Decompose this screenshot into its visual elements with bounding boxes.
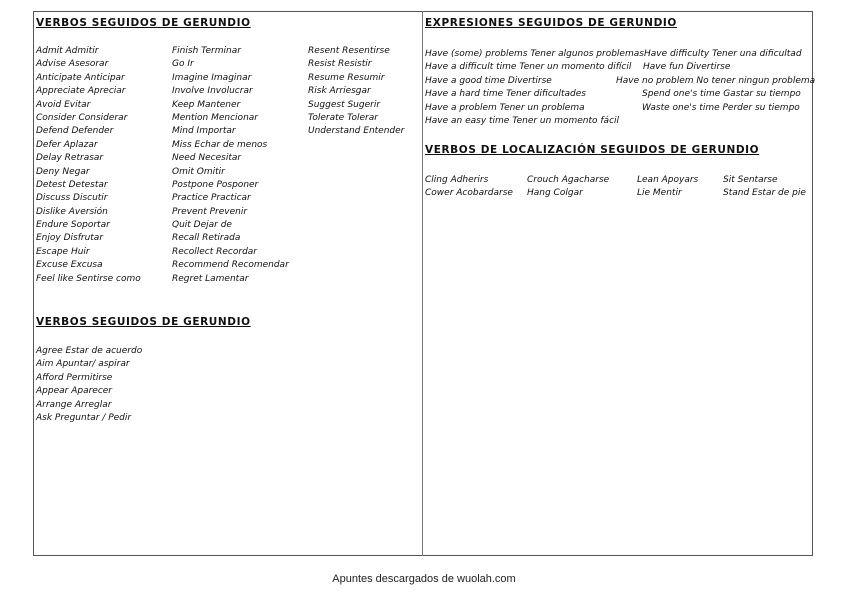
expression-entry: Have a difficult time Tener un momento difícil (425, 62, 632, 73)
location-verb-entry: Cower Acobardarse (425, 188, 513, 199)
verb-entry: Aim Apuntar/ aspirar (36, 359, 130, 370)
expression-entry: Have difficulty Tener una dificultad (644, 49, 802, 59)
verb-entry: Arrange Arreglar (36, 399, 112, 410)
verb-entry: Resist Resistir (308, 59, 372, 70)
verb-entry: Regret Lamentar (172, 273, 249, 284)
verb-entry: Appreciate Apreciar (36, 86, 126, 97)
verb-entry: Recall Retirada (172, 233, 241, 244)
verb-entry: Escape Huir (36, 246, 90, 257)
location-verb-entry: Cling Adherirs (425, 175, 489, 185)
verb-entry: Suggest Sugerir (308, 99, 381, 110)
verb-entry: Admit Admitir (36, 46, 99, 56)
verb-list-col3 (308, 45, 404, 139)
heading-expresiones: EXPRESIONES SEGUIDOS DE GERUNDIO (425, 17, 677, 29)
verb-entry: Postpone Posponer (172, 179, 259, 190)
heading-verbos-gerundio-2: VERBOS SEGUIDOS DE GERUNDIO (36, 316, 251, 328)
verb-entry: Keep Mantener (172, 99, 241, 110)
expressions-list (425, 48, 816, 128)
verb-entry: Ask Preguntar / Pedir (36, 412, 132, 423)
location-verb-entry: Sit Sentarse (723, 175, 778, 185)
location-verb-entry: Crouch Agacharse (527, 175, 610, 185)
verb-entry: Need Necesitar (172, 153, 242, 164)
expression-entry: Have a good time Divertirse (425, 75, 552, 86)
location-verb-entry: Stand Estar de pie (723, 188, 806, 199)
expression-entry: Have no problem No tener ningun problema (616, 75, 816, 86)
expression-row (425, 61, 813, 74)
verb-entry: Resume Resumir (308, 72, 385, 83)
expression-row (425, 75, 816, 88)
verb-entry: Feel like Sentirse como (36, 273, 141, 284)
expression-entry: Have fun Divertirse (643, 62, 731, 73)
verb-entry: Agree Estar de acuerdo (36, 346, 143, 356)
verb-entry: Deny Negar (36, 166, 90, 177)
verb-entry: Appear Aparecer (36, 386, 113, 397)
expression-entry: Have an easy time Tener un momento fácil (425, 115, 620, 126)
location-verb-entry: Hang Colgar (527, 188, 583, 199)
verb-entry: Mind Importar (172, 126, 236, 137)
verb-entry: Finish Terminar (172, 46, 241, 56)
expression-entry: Have a problem Tener un problema (425, 102, 585, 113)
verb-entry: Excuse Excusa (36, 260, 103, 271)
verb-list-col2 (172, 45, 289, 286)
heading-verbos-localizacion: VERBOS DE LOCALIZACIÓN SEGUIDOS DE GERUNDIO (425, 144, 760, 156)
verb-entry: Omit Omitir (172, 166, 225, 177)
heading-verbos-gerundio-1: VERBOS SEGUIDOS DE GERUNDIO (36, 17, 251, 29)
verb-entry: Resent Resentirse (308, 46, 390, 56)
expression-row (425, 48, 813, 61)
verb-entry: Advise Asesorar (36, 59, 109, 70)
verb-entry: Recollect Recordar (172, 246, 257, 257)
verb-entry: Afford Permitirse (36, 372, 113, 383)
verb-entry: Avoid Evitar (36, 99, 91, 110)
verb-entry: Go Ir (172, 59, 194, 70)
expression-row (425, 115, 813, 128)
verb-entry: Defend Defender (36, 126, 114, 137)
location-row (425, 187, 813, 200)
verb-list-col1 (36, 45, 141, 286)
verb-entry: Enjoy Disfrutar (36, 233, 104, 244)
location-row (425, 174, 813, 187)
verb-entry: Understand Entender (308, 126, 405, 137)
footer-source: Apuntes descargados de wuolah.com (332, 573, 516, 585)
verb-entry: Imagine Imaginar (172, 72, 252, 83)
expression-entry: Have (some) problems Tener algunos problemas (425, 49, 644, 59)
location-verb-entry: Lie Mentir (637, 188, 682, 199)
verb-entry: Discuss Discutir (36, 193, 108, 204)
verb-entry: Defer Aplazar (36, 139, 98, 150)
expression-entry: Have a hard time Tener dificultades (425, 89, 586, 100)
location-verbs-list (425, 174, 813, 201)
verb-entry: Detest Detestar (36, 179, 108, 190)
verb-entry: Recommend Recomendar (172, 260, 289, 271)
verb-entry: Anticipate Anticipar (36, 72, 125, 83)
column-divider (422, 11, 423, 556)
verb-entry: Prevent Prevenir (172, 206, 248, 217)
verb-entry: Delay Retrasar (36, 153, 104, 164)
verb-entry: Quit Dejar de (172, 220, 232, 231)
verb-entry: Mention Mencionar (172, 112, 258, 123)
verb-entry: Dislike Aversión (36, 206, 108, 217)
verb-entry: Involve Involucrar (172, 86, 253, 97)
verb-entry: Consider Considerar (36, 112, 128, 123)
expression-row (425, 88, 813, 101)
verb-entry: Miss Echar de menos (172, 139, 268, 150)
expression-row (425, 102, 813, 115)
verb-entry: Practice Practicar (172, 193, 251, 204)
location-verb-entry: Lean Apoyars (637, 175, 699, 185)
expression-entry: Waste one's time Perder su tiempo (642, 102, 800, 113)
verb-entry: Risk Arriesgar (308, 86, 371, 97)
verb-list-col4 (36, 345, 142, 425)
verb-entry: Endure Soportar (36, 220, 110, 231)
expression-entry: Spend one's time Gastar su tiempo (642, 89, 801, 100)
verb-entry: Tolerate Tolerar (308, 112, 378, 123)
